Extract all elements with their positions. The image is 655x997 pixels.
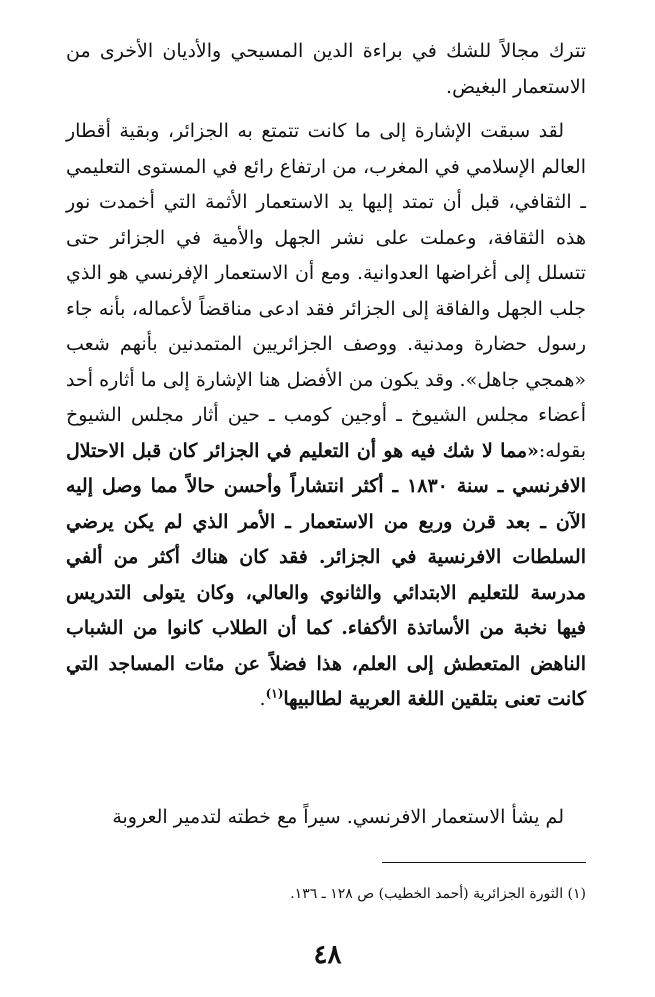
paragraph-2 — [66, 114, 586, 718]
quote-end-punctuation: . — [259, 688, 266, 710]
footnote-reference: (١) — [265, 686, 284, 701]
page-number: ٤٨ — [313, 940, 342, 970]
paragraph-3: لم يشأ الاستعمار الافرنسي. سيراً مع خطته لتدمير العروبة — [112, 806, 564, 828]
senate-quote: «مما لا شك فيه هو أن التعليم في الجزائر كان قبل الاحتلال الافرنسي ـ سنة ١٨٣٠ ـ أكثر انتشاراً وأحسن حالاً مما وصل إليه الآن ـ بعد قرن وربع من الاستعمار ـ الأمر الذي لم يكن يرضي السلطات الافرنسية في الجزائر. فقد كان هناك أكثر من ألفي مدرسة للتعليم الابتدائي والثانوي والعالي، وكان يتولى التدريس فيها نخبة من الأساتذة الأكفاء. كما أن الطلاب كانوا من الشباب الناهض المتعطش إلى العلم، هذا فضلاً عن مئات المساجد التي كانت تعنى بتلقين اللغة العربية لطالبيها — [66, 439, 586, 710]
footnote: (١) الثورة الجزائرية (أحمد الخطيب) ص ١٢٨ ـ ١٣٦. — [290, 886, 586, 902]
paragraph-1: تترك مجالاً للشك في براءة الدين المسيحي والأديان الأخرى من الاستعمار البغيض. — [66, 40, 586, 98]
footnote-divider — [382, 862, 586, 863]
paragraph-2-text: لقد سبقت الإشارة إلى ما كانت تتمتع به الجزائر، وبقية أقطار العالم الإسلامي في المغرب، من ارتفاع رائع في المستوى التعليمي ـ الثقافي، قبل أن تمتد إليها يد الاستعمار الأثمة التي أخمدت نور هذه الثقافة، وعملت على نشر الجهل والأمية في الجزائر حتى تتسلل إلى أغراضها العدوانية. ومع أن الاستعمار الإفرنسي هو الذي جلب الجهل والفاقة إلى الجزائر فقد ادعى مناقضاً لأعماله، بأنه جاء رسول حضارة ومدنية. ووصف الجزائريين المتمدنين بأنهم شعب «همجي جاهل». وقد يكون من الأفضل هنا الإشارة إلى ما أثاره أحد أعضاء مجلس الشيوخ ـ أوجين كومب ـ حين أثار مجلس الشيوخ بقوله: — [66, 120, 586, 462]
